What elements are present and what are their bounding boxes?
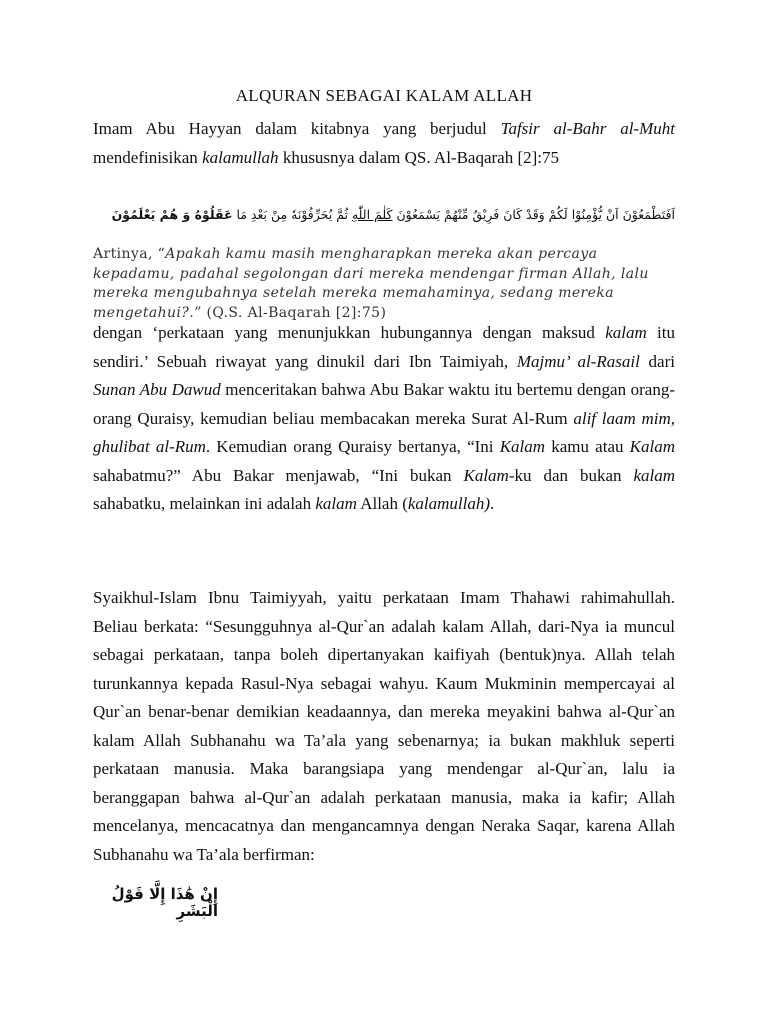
arabic-closing-verse: إِنْ هَٰذَا إِلَّا قَوْلُ الْبَشَرِ xyxy=(111,885,218,920)
arabic-verse: اَفَتَطْمَعُوْنَ اَنْ يُّؤْمِنُوْا لَكُمْ وَقَدْ كَانَ فَرِيْقٌ مِّنْهُمْ يَسْمَعُوْنَ كَلٰمَ اللّٰهِ ثُمَّ يُحَرِّفُوْنَهٗ مِنْ بَعْدِ مَا عَقَلُوْهُ وَ هُمْ يَعْلَمُوْنَ xyxy=(111,207,675,222)
page-title: ALQURAN SEBAGAI KALAM ALLAH xyxy=(235,86,533,105)
paragraph-intro: Imam Abu Hayyan dalam kitabnya yang berjudul Tafsir al-Bahr al-Muht mendefinisikan kalamullah khususnya dalam QS. Al-Baqarah [2]:75 xyxy=(93,119,675,167)
verse-translation: Artinya, “Apakah kamu masih mengharapkan mereka akan percaya kepadamu, padahal segolongan dari mereka mendengar firman Allah, lalu mereka mengubahnya setelah mereka memahaminya, sedang mereka mengetahui?.” (Q.S. Al-Baqarah [2]:75) xyxy=(93,246,649,321)
paragraph-riwayat: dengan ‘perkataan yang menunjukkan hubungannya dengan maksud kalam itu sendiri.’ Sebuah riwayat yang dinukil dari Ibn Taimiyah, Majmu’ al-Rasail dari Sunan Abu Dawud menceritakan bahwa Abu Bakar waktu itu bertemu dengan orang-orang Quraisy, kemudian beliau membacakan mereka Surat Al-Rum alif laam mim, ghulibat al-Rum. Kemudian orang Quraisy bertanya, “Ini Kalam kamu atau Kalam sahabatmu?” Abu Bakar menjawab, “Ini bukan Kalam-ku dan bukan kalam sahabatku, melainkan ini adalah kalam Allah (kalamullah). xyxy=(93,323,675,513)
paragraph-taimiyyah: Syaikhul-Islam Ibnu Taimiyyah, yaitu perkataan Imam Thahawi rahimahullah. Beliau berkata: “Sesungguhnya al-Qur`an adalah kalam Allah, dari-Nya ia muncul sebagai perkataan, tanpa boleh dipertanyakan kaifiyah (bentuk)nya. Allah telah turunkannya kepada Rasul-Nya sebagai wahyu. Kaum Mukminin mempercayai al Qur`an benar-benar demikian keadaannya, dan mereka meyakini bahwa al-Qur`an kalam Allah Subhanahu wa Ta’ala yang sebenarnya; ia bukan makhluk seperti perkataan manusia. Maka barangsiapa yang mendengar al-Qur`an, lalu ia beranggapan bahwa al-Qur`an adalah perkataan manusia, maka ia kafir; Allah mencelanya, mencacatnya dan mengancamnya dengan Neraka Saqar, karena Allah Subhanahu wa Ta’ala berfirman: xyxy=(93,588,675,864)
